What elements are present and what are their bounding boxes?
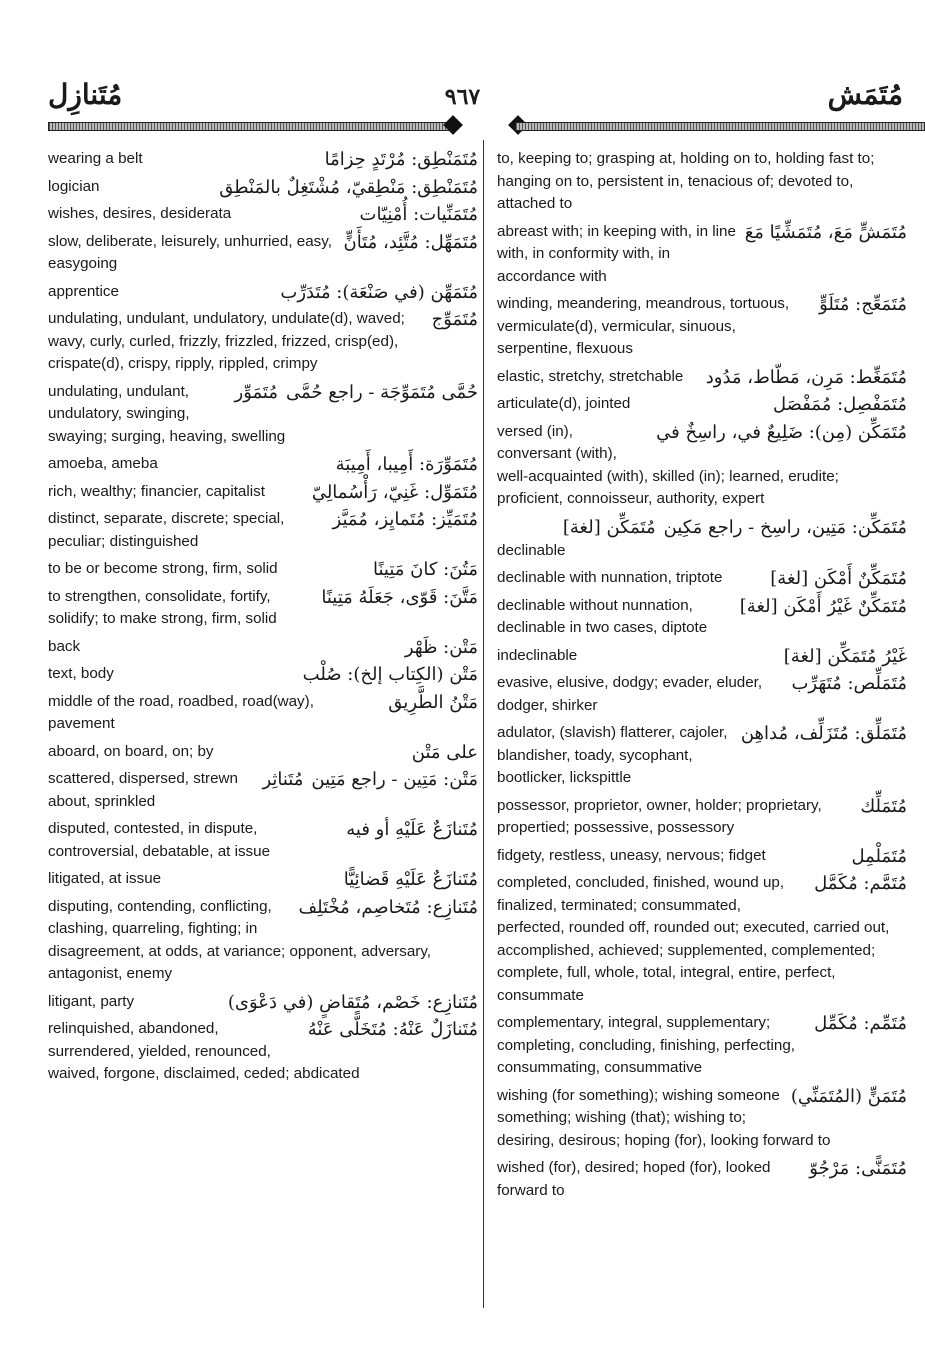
dictionary-entry xyxy=(48,741,478,764)
arabic-headword: مُتَمَنْطِق: مَنْطِقيّ، مُشْتَغِلٌ بالمَنْطِق xyxy=(219,176,478,198)
english-definition: rich, wealthy; financier, capitalist xyxy=(48,482,265,500)
english-definition: scattered, dispersed, strewn about, sprinkled xyxy=(48,770,238,810)
dictionary-entry xyxy=(497,421,907,511)
dictionary-entry xyxy=(48,148,478,171)
dictionary-entry xyxy=(48,308,478,376)
english-definition: logician xyxy=(48,177,100,195)
dictionary-entry xyxy=(48,508,478,553)
arabic-headword: مُتَمَنِّيات: أُمْنِيّات xyxy=(359,204,478,225)
english-definition: apprentice xyxy=(48,282,119,300)
arabic-headword: مُتَمَوِّج xyxy=(431,309,478,330)
english-definition: wished (for), desired; hoped (for), looked forward to xyxy=(497,1159,771,1199)
english-definition: fidgety, restless, uneasy, nervous; fidget xyxy=(497,846,766,864)
english-definition: wearing a belt xyxy=(48,150,143,167)
english-definition: slow, deliberate, leisurely, unhurried, easy, easygoing xyxy=(48,232,332,272)
headword-left: مُتَنازِل xyxy=(48,78,123,111)
right-column xyxy=(497,148,907,1207)
english-definition: litigated, at issue xyxy=(48,870,162,887)
english-definition: to strengthen, consolidate, fortify, solidify; to make strong, firm, solid xyxy=(48,587,277,627)
dictionary-entry xyxy=(48,176,478,199)
arabic-headword: مُتَمَنًّى: مَرْجُوّ xyxy=(809,1158,907,1179)
english-definition: elastic, stretchy, stretchable xyxy=(497,367,684,385)
dictionary-entry xyxy=(497,567,907,590)
arabic-headword: مَتْنُ الطَّرِيق xyxy=(388,691,478,713)
english-definition: disputing, contending, conflicting, clashing, quarreling, fighting; in disagreement, at odds, at variance; opponent, adversary, antagonist, enemy xyxy=(48,897,432,982)
dictionary-entry xyxy=(48,818,478,863)
english-definition: relinquished, abandoned, surrendered, yielded, renounced, waived, forgone, disclaimed, ceded; abdicated xyxy=(48,1020,360,1082)
arabic-headword: مُتَمَنٍّ (المُتَمَنِّي) xyxy=(790,1085,907,1107)
arabic-headword: مُتَمَلِّص: مُتَهَرِّب xyxy=(791,673,907,694)
arabic-headword: مُتَمَيِّز: مُتَمايِز، مُمَيَّز xyxy=(332,509,478,530)
dictionary-entry xyxy=(48,896,478,986)
arabic-headword: مُتَنازَعٌ عَلَيْهِ أو فيه xyxy=(346,819,478,840)
arabic-headword: مَتْن (الكِتاب إلخ): صُلْب xyxy=(302,664,478,685)
english-definition: to, keeping to; grasping at, holding on to, holding fast to; hanging on to, persistent in, tenacious of; devoted to, attached to xyxy=(497,150,875,212)
dictionary-entry xyxy=(497,393,907,416)
english-definition: articulate(d), jointed xyxy=(497,395,631,412)
dictionary-entry xyxy=(48,636,478,659)
english-definition: undulating, undulant, undulatory, undulate(d), waved; wavy, curly, curled, frizzly, frizzled, frizzed, crisp(ed), crispate(d), crispy, ripply, rippled, crimpy xyxy=(48,310,405,372)
arabic-headword: مُتَمَلْمِل xyxy=(851,845,907,867)
arabic-headword: مُتَمَكِّن (مِن): ضَلِيعٌ في، راسِخٌ في xyxy=(656,421,907,443)
arabic-headword: مُتَمَّم: مُكَمَّل xyxy=(814,873,907,894)
dictionary-entry xyxy=(497,672,907,717)
dictionary-entry xyxy=(497,148,907,216)
arabic-headword: مَتْن: ظَهْر xyxy=(404,636,478,658)
dictionary-entry xyxy=(497,845,907,868)
arabic-headword: مُتَمَفْصِل: مُمَفْصَل xyxy=(772,394,907,415)
dictionary-entry xyxy=(48,231,478,276)
left-column xyxy=(48,148,478,1091)
english-definition: declinable without nunnation, declinable in two cases, diptote xyxy=(497,596,708,636)
arabic-headword: مُتَناثِر xyxy=(262,769,304,790)
dictionary-entry xyxy=(48,558,478,581)
english-definition: possessor, proprietor, owner, holder; proprietary, propertied; possessive, possessory xyxy=(497,796,822,836)
english-definition: abreast with; in keeping with, in line with, in conformity with, in accordance with xyxy=(497,222,736,285)
dictionary-entry xyxy=(497,221,907,289)
dictionary-entry xyxy=(497,293,907,361)
english-definition: declinable with nunnation, triptote xyxy=(497,569,723,586)
english-definition: back xyxy=(48,637,81,655)
arabic-headword: مُتَنازِع: مُتَخاصِم، مُخْتَلِف xyxy=(298,896,478,918)
dictionary-entry xyxy=(497,1157,907,1202)
arabic-headword: مُتَمَشٍّ مَعَ، مُتَمَشِّيًا مَعَ xyxy=(744,221,907,243)
dictionary-entry xyxy=(497,645,907,668)
dictionary-entry xyxy=(48,281,478,304)
english-definition: wishing (for something); wishing someone something; wishing (that); wishing to; desiring, desirous; hoping (for), looking forward to xyxy=(497,1086,831,1149)
arabic-headword: مُتَنازَلٌ عَنْهُ: مُتَخَلًّى عَنْهُ xyxy=(307,1019,478,1040)
english-definition: evasive, elusive, dodgy; evader, eluder, dodger, shirker xyxy=(497,674,763,714)
arabic-headword: مُتَمَكِّنٌ غَيْرُ أَمْكَن [لغة] xyxy=(739,595,907,617)
dictionary-entry xyxy=(48,691,478,736)
arabic-headword: مُتَمَلِّق: مُتَزَلِّف، مُداهِن xyxy=(740,723,907,744)
arabic-headword: مُتَمَلِّك xyxy=(860,795,907,817)
arabic-headword: مُتَمَوِّل: غَنِيّ، رَأْسُمالِيّ xyxy=(311,481,478,503)
arabic-headword: مُتَمَوِّر xyxy=(234,381,278,403)
arabic-headword: مُتَمَكِّنٌ أَمْكَن [لغة] xyxy=(770,568,907,589)
arabic-headword: مَتَّنَ: قَوّى، جَعَلَهُ مَتِينًا xyxy=(321,586,478,608)
english-definition: distinct, separate, discrete; special, peculiar; distinguished xyxy=(48,510,285,550)
header-rule-right xyxy=(515,122,925,131)
arabic-headword: غَيْرُ مُتَمَكِّن [لغة] xyxy=(783,645,907,667)
dictionary-entry xyxy=(497,1085,907,1153)
dictionary-entry xyxy=(48,481,478,504)
dictionary-entry xyxy=(48,586,478,631)
arabic-headword: حُمَّى مُتَمَوِّجَة - راجع حُمَّى xyxy=(286,381,478,403)
english-definition: completed, concluded, finished, wound up, finalized, terminated; consummated, perfected, rounded off, rounded out; executed, carried out, accomplished, achieved; supplemented, complemented; complete, full, whole, total, integral, entire, perfect, consummate xyxy=(497,874,890,1004)
english-definition: to be or become strong, firm, solid xyxy=(48,560,278,577)
english-definition: wishes, desires, desiderata xyxy=(48,205,232,222)
english-definition: winding, meandering, meandrous, tortuous, vermiculate(d), vermicular, sinuous, serpentine, flexuous xyxy=(497,295,790,357)
headword-right: مُتَمَش xyxy=(827,78,903,111)
arabic-headword: مُتَمَعِّج: مُتَلَوٍّ xyxy=(819,294,907,315)
english-definition: indeclinable xyxy=(497,646,578,664)
dictionary-entry xyxy=(497,795,907,840)
page-header xyxy=(0,78,925,118)
arabic-headword: مُتَمَغِّط: مَرِن، مَطّاط، مَدُود xyxy=(705,366,907,388)
dictionary-entry xyxy=(48,991,478,1014)
dictionary-entry xyxy=(497,595,907,640)
arabic-headword: مُتَمَكِّن [لغة] xyxy=(562,516,656,538)
english-definition: text, body xyxy=(48,665,114,682)
english-definition: complementary, integral, supplementary; completing, concluding, finishing, perfecting, consummating, consummative xyxy=(497,1014,796,1076)
arabic-headword: مُتَمَهِّل: مُتَّئِد، مُتَأَنٍّ xyxy=(343,231,478,253)
dictionary-entry xyxy=(497,872,907,1007)
english-definition: adulator, (slavish) flatterer, cajoler, blandisher, toady, sycophant, bootlicker, lickspittle xyxy=(497,724,728,786)
arabic-headword: مُتَمَنْطِق: مُرْتَدٍ حِزامًا xyxy=(324,149,478,170)
english-definition: undulating, undulant, undulatory, swinging, swaying; surging, heaving, swelling xyxy=(48,382,286,445)
arabic-headword: مُتَنازِع: خَصْم، مُتَقاضٍ (في دَعْوَى) xyxy=(227,991,478,1013)
diamond-ornament-left xyxy=(443,115,463,135)
english-definition: amoeba, ameba xyxy=(48,455,158,472)
dictionary-entry xyxy=(48,453,478,476)
dictionary-entry xyxy=(48,868,478,891)
dictionary-entry xyxy=(497,1012,907,1080)
arabic-headword: مُتَنازَعٌ عَلَيْهِ قَضائِيًّا xyxy=(343,869,478,890)
page-number: ٩٦٧ xyxy=(444,84,481,110)
arabic-headword: مُتَمِّم: مُكَمِّل xyxy=(814,1013,907,1034)
arabic-headword: مَتْن: مَتِين - راجع مَتِين xyxy=(311,769,478,790)
column-divider xyxy=(483,140,484,1308)
arabic-headword: مُتَمَكِّن: مَتِين، راسِخ - راجع مَكِين xyxy=(663,516,907,538)
dictionary-entry xyxy=(48,1018,478,1086)
arabic-headword: مُتَمَوِّرَة: أَمِيبا، أَمِيبَة xyxy=(335,454,478,475)
english-definition: litigant, party xyxy=(48,992,135,1010)
english-definition: declinable xyxy=(497,541,566,559)
dictionary-entry xyxy=(497,722,907,790)
english-definition: versed (in), conversant (with), well-acquainted (with), skilled (in); learned, erudite; proficient, connoisseur, authority, expert xyxy=(497,422,839,507)
english-definition: aboard, on board, on; by xyxy=(48,742,214,760)
arabic-headword: مُتَمَهِّن (في صَنْعَة): مُتَدَرِّب xyxy=(280,281,478,303)
english-definition: disputed, contested, in dispute, controversial, debatable, at issue xyxy=(48,820,271,860)
dictionary-entry xyxy=(497,366,907,389)
header-rule-left xyxy=(48,122,450,131)
dictionary-entry xyxy=(48,663,478,686)
arabic-headword: مَتُنَ: كانَ مَتِينًا xyxy=(373,559,478,580)
dictionary-entry xyxy=(48,203,478,226)
arabic-headword: على مَتْن xyxy=(411,741,478,763)
english-definition: middle of the road, roadbed, road(way), pavement xyxy=(48,692,314,732)
